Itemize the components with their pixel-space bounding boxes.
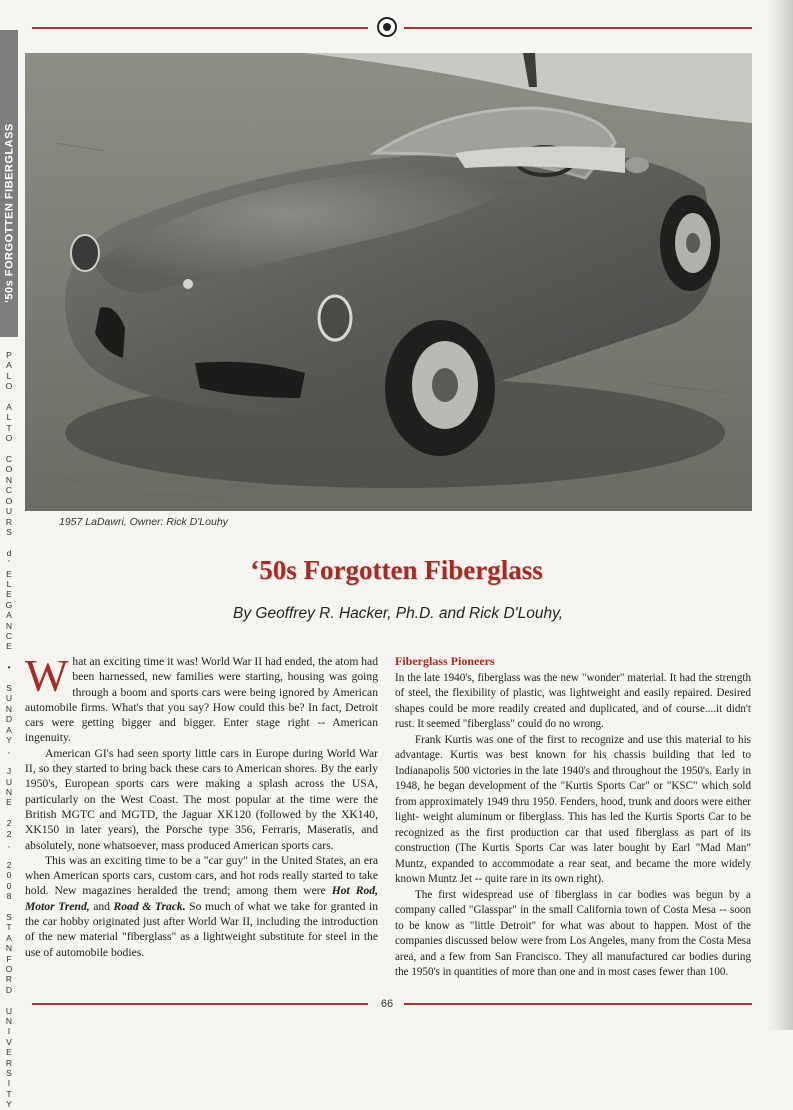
paragraph-1 [25, 650, 378, 746]
side-band-text: '50s FORGOTTEN FIBERGLASS [3, 123, 16, 303]
byline: By Geoffrey R. Hacker, Ph.D. and Rick D'Louhy, [233, 605, 564, 622]
magazine-hot-rod: Hot Rod, Motor Trend, [25, 884, 378, 913]
side-vertical-text: P A L O A L T O C O N C O U R S d ' E L E G A N C E • S U N D A Y , J U N E 2 2 , 2 0 0 8 S T A N F O R D U N I V E R S I T Y [5, 350, 13, 1110]
page-number: 66 [380, 998, 394, 1010]
article-title: ‘50s Forgotten Fiberglass [250, 555, 543, 585]
paragraph-3-start: This was an exciting time to be a "car guy" in the United States, an era when American sports cars, custom cars, and hot rods really started to take hold. New magazines heralded the trend; among them were [25, 853, 378, 898]
top-rule-right [404, 27, 752, 29]
side-band [0, 30, 18, 337]
page-edge-shadow [767, 0, 793, 1030]
bottom-rule-right [404, 1003, 752, 1005]
top-rule-left [32, 27, 368, 29]
paragraph-r1: In the late 1940's, fiberglass was the new "wonder" material. It had the strength of steel, the flexibility of plastic, was lightweight and easily repaired. Desired shapes could be more readily created and duplicated, and of course....it didn't rust. It seemed "fiberglass" could do no wrong. [395, 671, 751, 730]
paragraph-r3: The first widespread use of fiberglass in car bodies was begun by a company called "Glasspar" in the small California town of Costa Mesa -- soon to be know as "little Detroit" for what was about to happen. Most of the companies discussed below were from Los Angeles, many from the Costa Mesa area, and a few from San Francisco. They all manufactured car bodies during the 1950's in quantities of more than one and in most cases fewer than 100. [395, 888, 751, 978]
right-column [395, 654, 751, 981]
paragraph-r2: Frank Kurtis was one of the first to recognize and use this material to his advantage. Kurtis was best known for his chassis building that led to Indianapolis 500 victories in the late 1940's and throughout the 1950's. Early in 1948, he began development of the "Kurtis Sports Car" or "KSC" which sold from approximately 1949 thru 1950. Fenders, hood, trunk and doors were either light- weight aluminum or fiberglass. This has led the Kurtis Sports Car to be recognized as the first production car that used fiberglass as part of its construction (The Kurtis Sports Car was later bought by Earl "Mad Man" Muntz, expanded to accommodate a rear seat, and became the more widely known Muntz Jet -- quite rare in its own right). [395, 733, 751, 885]
car-photo [25, 53, 752, 511]
section-heading: Fiberglass Pioneers [395, 654, 495, 668]
paragraph-3-and: and [89, 899, 114, 913]
paragraph-3 [25, 853, 378, 960]
paragraph-1-text: hat an exciting time it was! World War II had ended, the atom had been harnessed, new families were starting, housing was going through a boom and sports cars were being ignored by American automobile firms. What's that you say? How could this be? In fact, Detroit cars were getting bigger and bigger. Enter stage right -- American ingenuity. [25, 655, 378, 745]
bottom-rule-left [32, 1003, 368, 1005]
photo-caption: 1957 LaDawri, Owner: Rick D'Louhy [59, 516, 228, 528]
paragraph-2: American GI's had seen sporty little cars in Europe during World War II, so they started to bring back these cars to American shores. By the early 1950's, European sports cars were making a splash across the USA, particularly on the West Coast. The most popular at the time were the British MGTC and MGTD, the Jaguar XK120 (followed by the XK140, XK150 in later years), the Porsche type 356, Ferraris, Maseratis, and absolutely, none whatsoever, mass produced American sports cars. [25, 746, 378, 852]
dropcap: W [25, 650, 69, 701]
magazine-road-track: Road & Track. [113, 899, 186, 913]
lions-logo-icon [377, 17, 397, 37]
left-column [25, 650, 378, 960]
paragraph-3-end: So much of what we take for granted in the car hobby originated just after World War II, including the introduction of the new material "fiberglass" as a lightweight substitute for steel in the use of automobile bodies. [25, 899, 378, 959]
